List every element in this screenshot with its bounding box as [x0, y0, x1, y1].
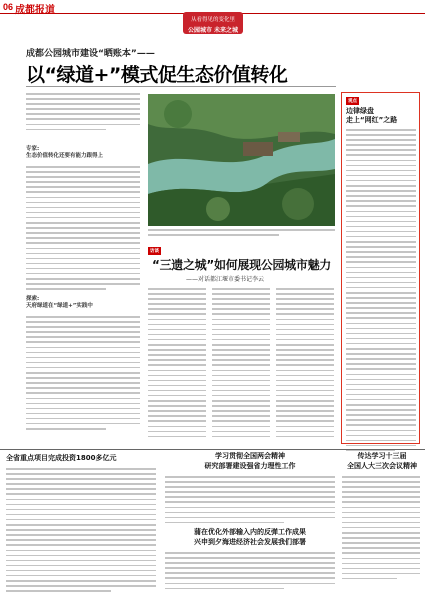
sidebar-badge: 观点 — [348, 99, 357, 104]
aerial-river-photo — [148, 94, 335, 226]
sidebar-box — [341, 92, 420, 444]
aerial-photo-illustration — [148, 94, 335, 226]
lead-headline: 以“绿道+”模式促生态价值转化 — [26, 64, 288, 86]
bottom-center-lower-title-1: 蒲在优化外部输入内的反弹工作成果 — [194, 528, 306, 536]
bottom-center-title-1: 学习贯彻全国两会精神 — [215, 452, 285, 460]
left-column-text-top — [26, 93, 140, 134]
bottom-center-title-2: 研究部署建设强省力理性工作 — [204, 462, 296, 470]
lead-kicker: 成都公园城市建设“晒账本”—— — [26, 49, 155, 59]
inset-subtitle: ——对话都江堰市委书记李云 — [186, 276, 265, 283]
headline-rule — [26, 86, 336, 87]
banner-line-1: 从看得见的变化里 — [190, 17, 235, 23]
page-number: 06 — [3, 2, 14, 12]
inset-badge: 访谈 — [150, 249, 159, 254]
banner-line-2: 公园城市 未来之城 — [187, 27, 239, 34]
bottom-right-text — [342, 476, 420, 583]
center-column-1-text — [148, 288, 206, 441]
bottom-center-text — [165, 476, 335, 527]
bottom-center-lower-text — [165, 552, 335, 593]
bottom-right-title-1: 传达学习十三届 — [357, 452, 407, 460]
left-column-text-mid — [26, 166, 140, 293]
section-name: 成都报道 — [15, 5, 55, 16]
bottom-center-lower-title-2: 兴申到夕海进经济社会发展我们部署 — [194, 538, 306, 546]
bottom-band-rule — [0, 449, 425, 450]
inset-title: “三遗之城”如何展现公园城市魅力 — [152, 258, 331, 272]
left-column-text-bottom — [26, 316, 140, 433]
bottom-left-title: 全省重点项目完成投资1800多亿元 — [6, 454, 117, 462]
bottom-right-title-2: 全国人大三次会议精神 — [347, 462, 417, 470]
sidebar-text — [346, 129, 416, 455]
left-subhead-2: 探索: 天府绿道在“绿道+”实践中 — [26, 296, 93, 309]
center-column-2-text — [212, 288, 270, 441]
photo-caption — [148, 229, 335, 239]
left-subhead-1: 专家: 生态价值转化还要有能力跟得上 — [26, 146, 104, 159]
topic-banner — [183, 12, 243, 34]
bottom-left-text — [6, 468, 156, 595]
sidebar-title: 边律绿盘 走上“网红”之路 — [346, 107, 398, 124]
center-column-3-text — [276, 288, 334, 441]
